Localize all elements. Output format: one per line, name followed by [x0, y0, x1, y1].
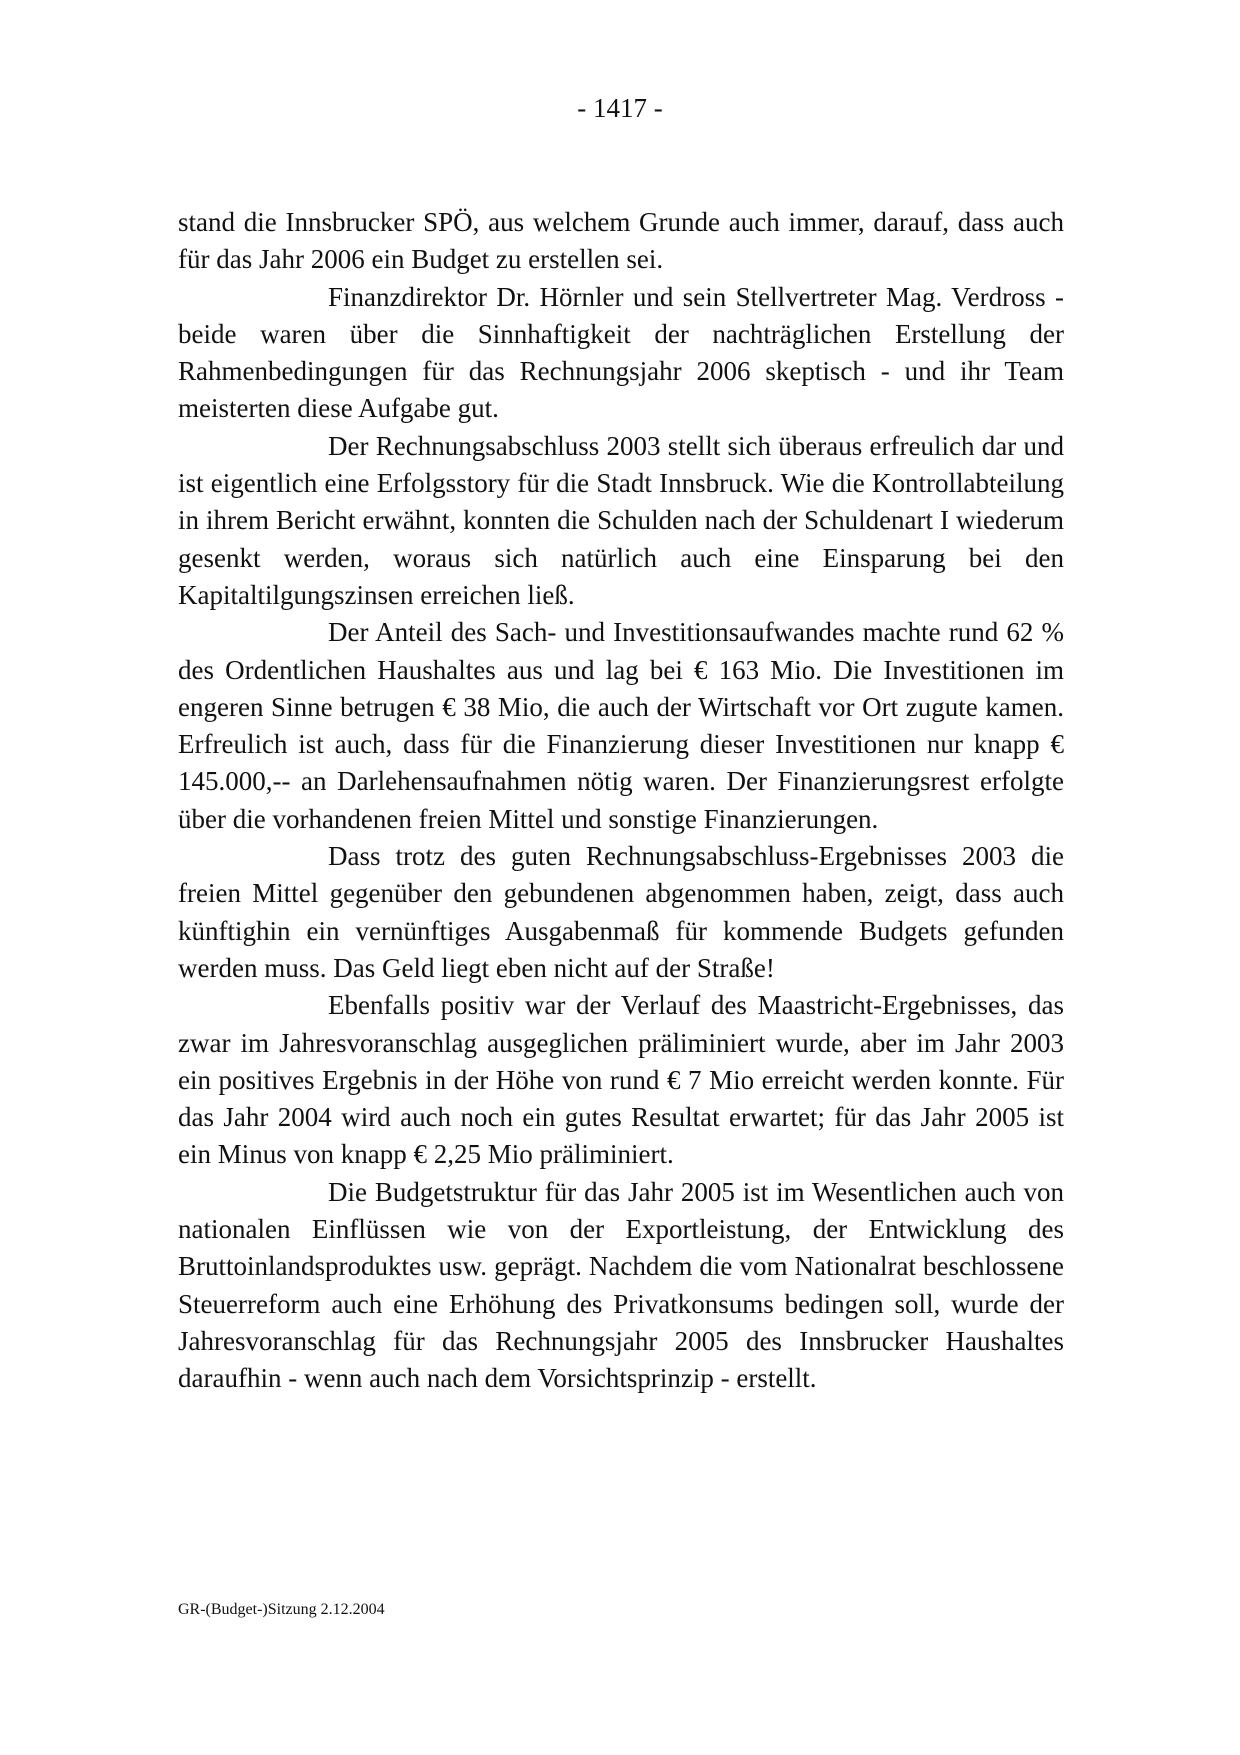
footer-session-label: GR-(Budget-)Sitzung 2.12.2004 [178, 1601, 385, 1618]
paragraph-continued: stand die Innsbrucker SPÖ, aus welchem Grunde auch immer, darauf, dass auch für das Jahr 2006 ein Budget zu erstellen sei. [178, 207, 1064, 275]
document-body [178, 204, 1064, 1398]
paragraph: Dass trotz des guten Rechnungsabschluss-Ergebnisses 2003 die freien Mittel gegenüber den gebundenen abgenommen haben, zeigt, dass auch künftighin ein vernünftiges Ausgabenmaß für kommende Budgets gefunden werden muss. Das Geld liegt eben nicht auf der Straße! [178, 841, 1064, 983]
paragraph: Finanzdirektor Dr. Hörnler und sein Stellvertreter Mag. Verdross - beide waren über die Sinnhaftigkeit der nachträglichen Erstellung der Rahmenbedingungen für das Rechnungsjahr 2006 skeptisch - und ihr Team meisterten diese Aufgabe gut. [178, 281, 1064, 424]
paragraph: Die Budgetstruktur für das Jahr 2005 ist im Wesentlichen auch von nationalen Einflüssen wie von der Exportleistung, der Entwicklung des Bruttoinlandsproduktes usw. geprägt. Nachdem die vom Nationalrat beschlossene Steuerreform auch eine Erhöhung des Privatkonsums bedingen soll, wurde der Jahresvoranschlag für das Rechnungsjahr 2005 des Innsbrucker Haushaltes daraufhin - wenn auch nach dem Vorsichtsprinzip - erstellt. [178, 1176, 1064, 1394]
page-number: - 1417 - [577, 93, 663, 123]
paragraph: Ebenfalls positiv war der Verlauf des Maastricht-Ergebnisses, das zwar im Jahresvoranschlag ausgeglichen präliminiert wurde, aber im Jahr 2003 ein positives Ergebnis in der Höhe von rund € 7 Mio erreicht werden konnte. Für das Jahr 2004 wird auch noch ein gutes Resultat erwartet; für das Jahr 2005 ist ein Minus von knapp € 2,25 Mio präliminiert. [178, 990, 1064, 1170]
paragraph: Der Rechnungsabschluss 2003 stellt sich überaus erfreulich dar und ist eigentlich eine Erfolgsstory für die Stadt Innsbruck. Wie die Kontrollabteilung in ihrem Bericht erwähnt, konnten die Schulden nach der Schuldenart I wiederum gesenkt werden, woraus sich natürlich auch eine Einsparung bei den Kapitaltilgungszinsen erreichen ließ. [178, 430, 1064, 610]
paragraph: Der Anteil des Sach- und Investitionsaufwandes machte rund 62 % des Ordentlichen Haushaltes aus und lag bei € 163 Mio. Die Investitionen im engeren Sinne betrugen € 38 Mio, die auch der Wirtschaft vor Ort zugute kamen. Erfreulich ist auch, dass für die Finanzierung dieser Investitionen nur knapp € 145.000,-- an Darlehensaufnahmen nötig waren. Der Finanzierungsrest erfolgte über die vorhandenen freien Mittel und sonstige Finanzierungen. [178, 617, 1064, 834]
